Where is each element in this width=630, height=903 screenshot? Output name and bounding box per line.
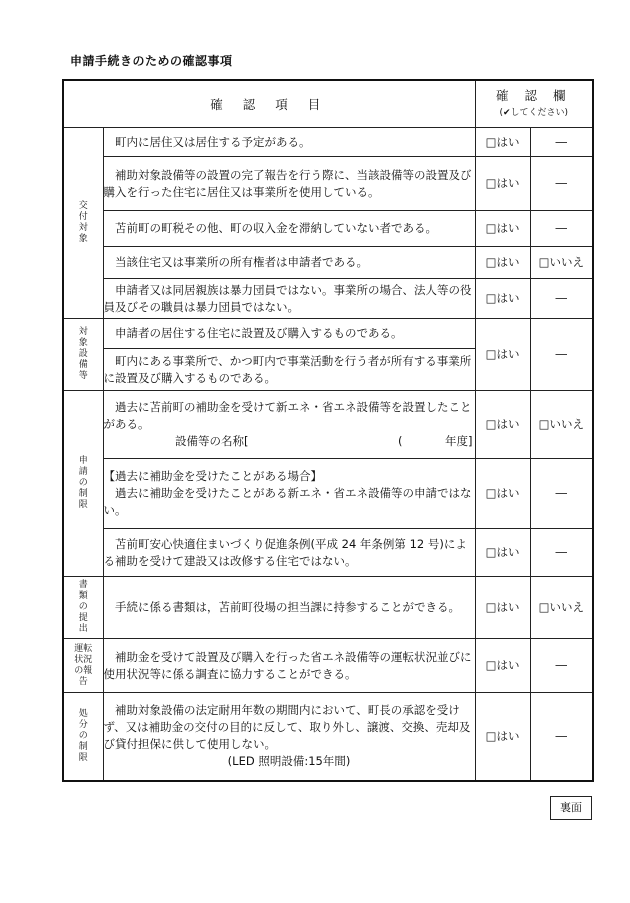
yes-checkbox[interactable]: □はい bbox=[475, 391, 530, 459]
yes-checkbox[interactable]: □はい bbox=[475, 247, 530, 279]
category-restrictions: 申請の制限 bbox=[63, 391, 103, 577]
item-text: 申請者の居住する住宅に設置及び購入するものである。 bbox=[103, 319, 475, 349]
table-row bbox=[63, 319, 593, 349]
table-row bbox=[63, 211, 593, 247]
yes-checkbox[interactable]: □はい bbox=[475, 459, 530, 529]
yes-checkbox[interactable]: □はい bbox=[475, 279, 530, 319]
header-item-label: 確 認 項 目 bbox=[63, 80, 475, 128]
no-cell: ― bbox=[530, 693, 593, 781]
category-disposal: 処分の制限 bbox=[63, 693, 103, 781]
table-row bbox=[63, 279, 593, 319]
table-row bbox=[63, 693, 593, 781]
header-check-sub: (✔してください) bbox=[499, 107, 569, 118]
item-text: 補助対象設備等の設置の完了報告を行う際に、当該設備等の設置及び購入を行った住宅に居住又は事業所を使用している。 bbox=[103, 157, 475, 211]
category-eligibility: 交付対象 bbox=[63, 128, 103, 319]
category-report: 運転状況の報告 bbox=[63, 639, 103, 693]
item-note: (LED 照明設備:15年間) bbox=[227, 754, 351, 769]
table-row bbox=[63, 247, 593, 279]
yes-checkbox[interactable]: □はい bbox=[475, 157, 530, 211]
item-text: 補助金を受けて設置及び購入を行った省エネ設備等の運転状況並びに使用状況等に係る調査に協力することができる。 bbox=[103, 639, 475, 693]
category-target-equipment: 対象設備等 bbox=[63, 319, 103, 391]
yes-checkbox[interactable]: □はい bbox=[475, 529, 530, 577]
table-row bbox=[63, 128, 593, 157]
no-cell: ― bbox=[530, 157, 593, 211]
year-label: 年度] bbox=[445, 434, 473, 448]
no-cell: ― bbox=[530, 211, 593, 247]
item-text: 手続に係る書類は，苫前町役場の担当課に持参することができる。 bbox=[103, 577, 475, 639]
category-documents: 書類の提出 bbox=[63, 577, 103, 639]
item-text: 苫前町安心快適住まいづくり促進条例(平成 24 年条例第 12 号)による補助を受けて建設又は改修する住宅ではない。 bbox=[103, 529, 475, 577]
no-checkbox[interactable]: □いいえ bbox=[530, 577, 593, 639]
item-text: 町内にある事業所で、かつ町内で事業活動を行う者が所有する事業所に設置及び購入するものである。 bbox=[103, 349, 475, 391]
equipment-name-label: 設備等の名称[ bbox=[175, 434, 249, 448]
item-text: 過去に苫前町の補助金を受けて新エネ・省エネ設備等を設置したことがある。 設備等の名称[ ( 年度] bbox=[103, 391, 475, 459]
table-row bbox=[63, 529, 593, 577]
item-heading: 【過去に補助金を受けたことがある場合】 bbox=[103, 469, 322, 483]
back-side-label: 裏面 bbox=[550, 796, 592, 820]
table-row bbox=[63, 459, 593, 529]
yes-checkbox[interactable]: □はい bbox=[475, 128, 530, 157]
item-text: 苫前町の町税その他、町の収入金を滞納していない者である。 bbox=[103, 211, 475, 247]
yes-checkbox[interactable]: □はい bbox=[475, 693, 530, 781]
yes-checkbox[interactable]: □はい bbox=[475, 211, 530, 247]
header-check-label: 確 認 欄 bbox=[496, 87, 572, 103]
equipment-name-line bbox=[104, 433, 475, 450]
table-row bbox=[63, 157, 593, 211]
table-row bbox=[63, 639, 593, 693]
no-checkbox[interactable]: □いいえ bbox=[530, 247, 593, 279]
page-title: 申請手続きのための確認事項 bbox=[70, 54, 233, 68]
no-cell: ― bbox=[530, 279, 593, 319]
item-text: 当該住宅又は事業所の所有権者は申請者である。 bbox=[103, 247, 475, 279]
paren-open: ( bbox=[398, 434, 403, 448]
yes-checkbox[interactable]: □はい bbox=[475, 319, 530, 391]
table-row bbox=[63, 391, 593, 459]
item-text: 補助対象設備の法定耐用年数の期間内において、町長の承認を受けず、又は補助金の交付の目的に反して、取り外し、譲渡、交換、売却及び貸付担保に供して使用しない。 (LED 照明設備:15年間) bbox=[103, 693, 475, 781]
table-row bbox=[63, 577, 593, 639]
no-cell: ― bbox=[530, 639, 593, 693]
no-cell: ― bbox=[530, 128, 593, 157]
item-text: 町内に居住又は居住する予定がある。 bbox=[103, 128, 475, 157]
no-cell: ― bbox=[530, 319, 593, 391]
no-checkbox[interactable]: □いいえ bbox=[530, 391, 593, 459]
yes-checkbox[interactable]: □はい bbox=[475, 577, 530, 639]
item-text: 申請者又は同居親族は暴力団員ではない。事業所の場合、法人等の役員及びその職員は暴力団員ではない。 bbox=[103, 279, 475, 319]
header-check-cell bbox=[475, 80, 593, 128]
table-header-row bbox=[63, 80, 593, 128]
no-cell: ― bbox=[530, 529, 593, 577]
item-text: 【過去に補助金を受けたことがある場合】 過去に補助金を受けたことがある新エネ・省エネ設備等の申請ではない。 bbox=[103, 459, 475, 529]
yes-checkbox[interactable]: □はい bbox=[475, 639, 530, 693]
no-cell: ― bbox=[530, 459, 593, 529]
confirmation-table bbox=[62, 79, 594, 782]
